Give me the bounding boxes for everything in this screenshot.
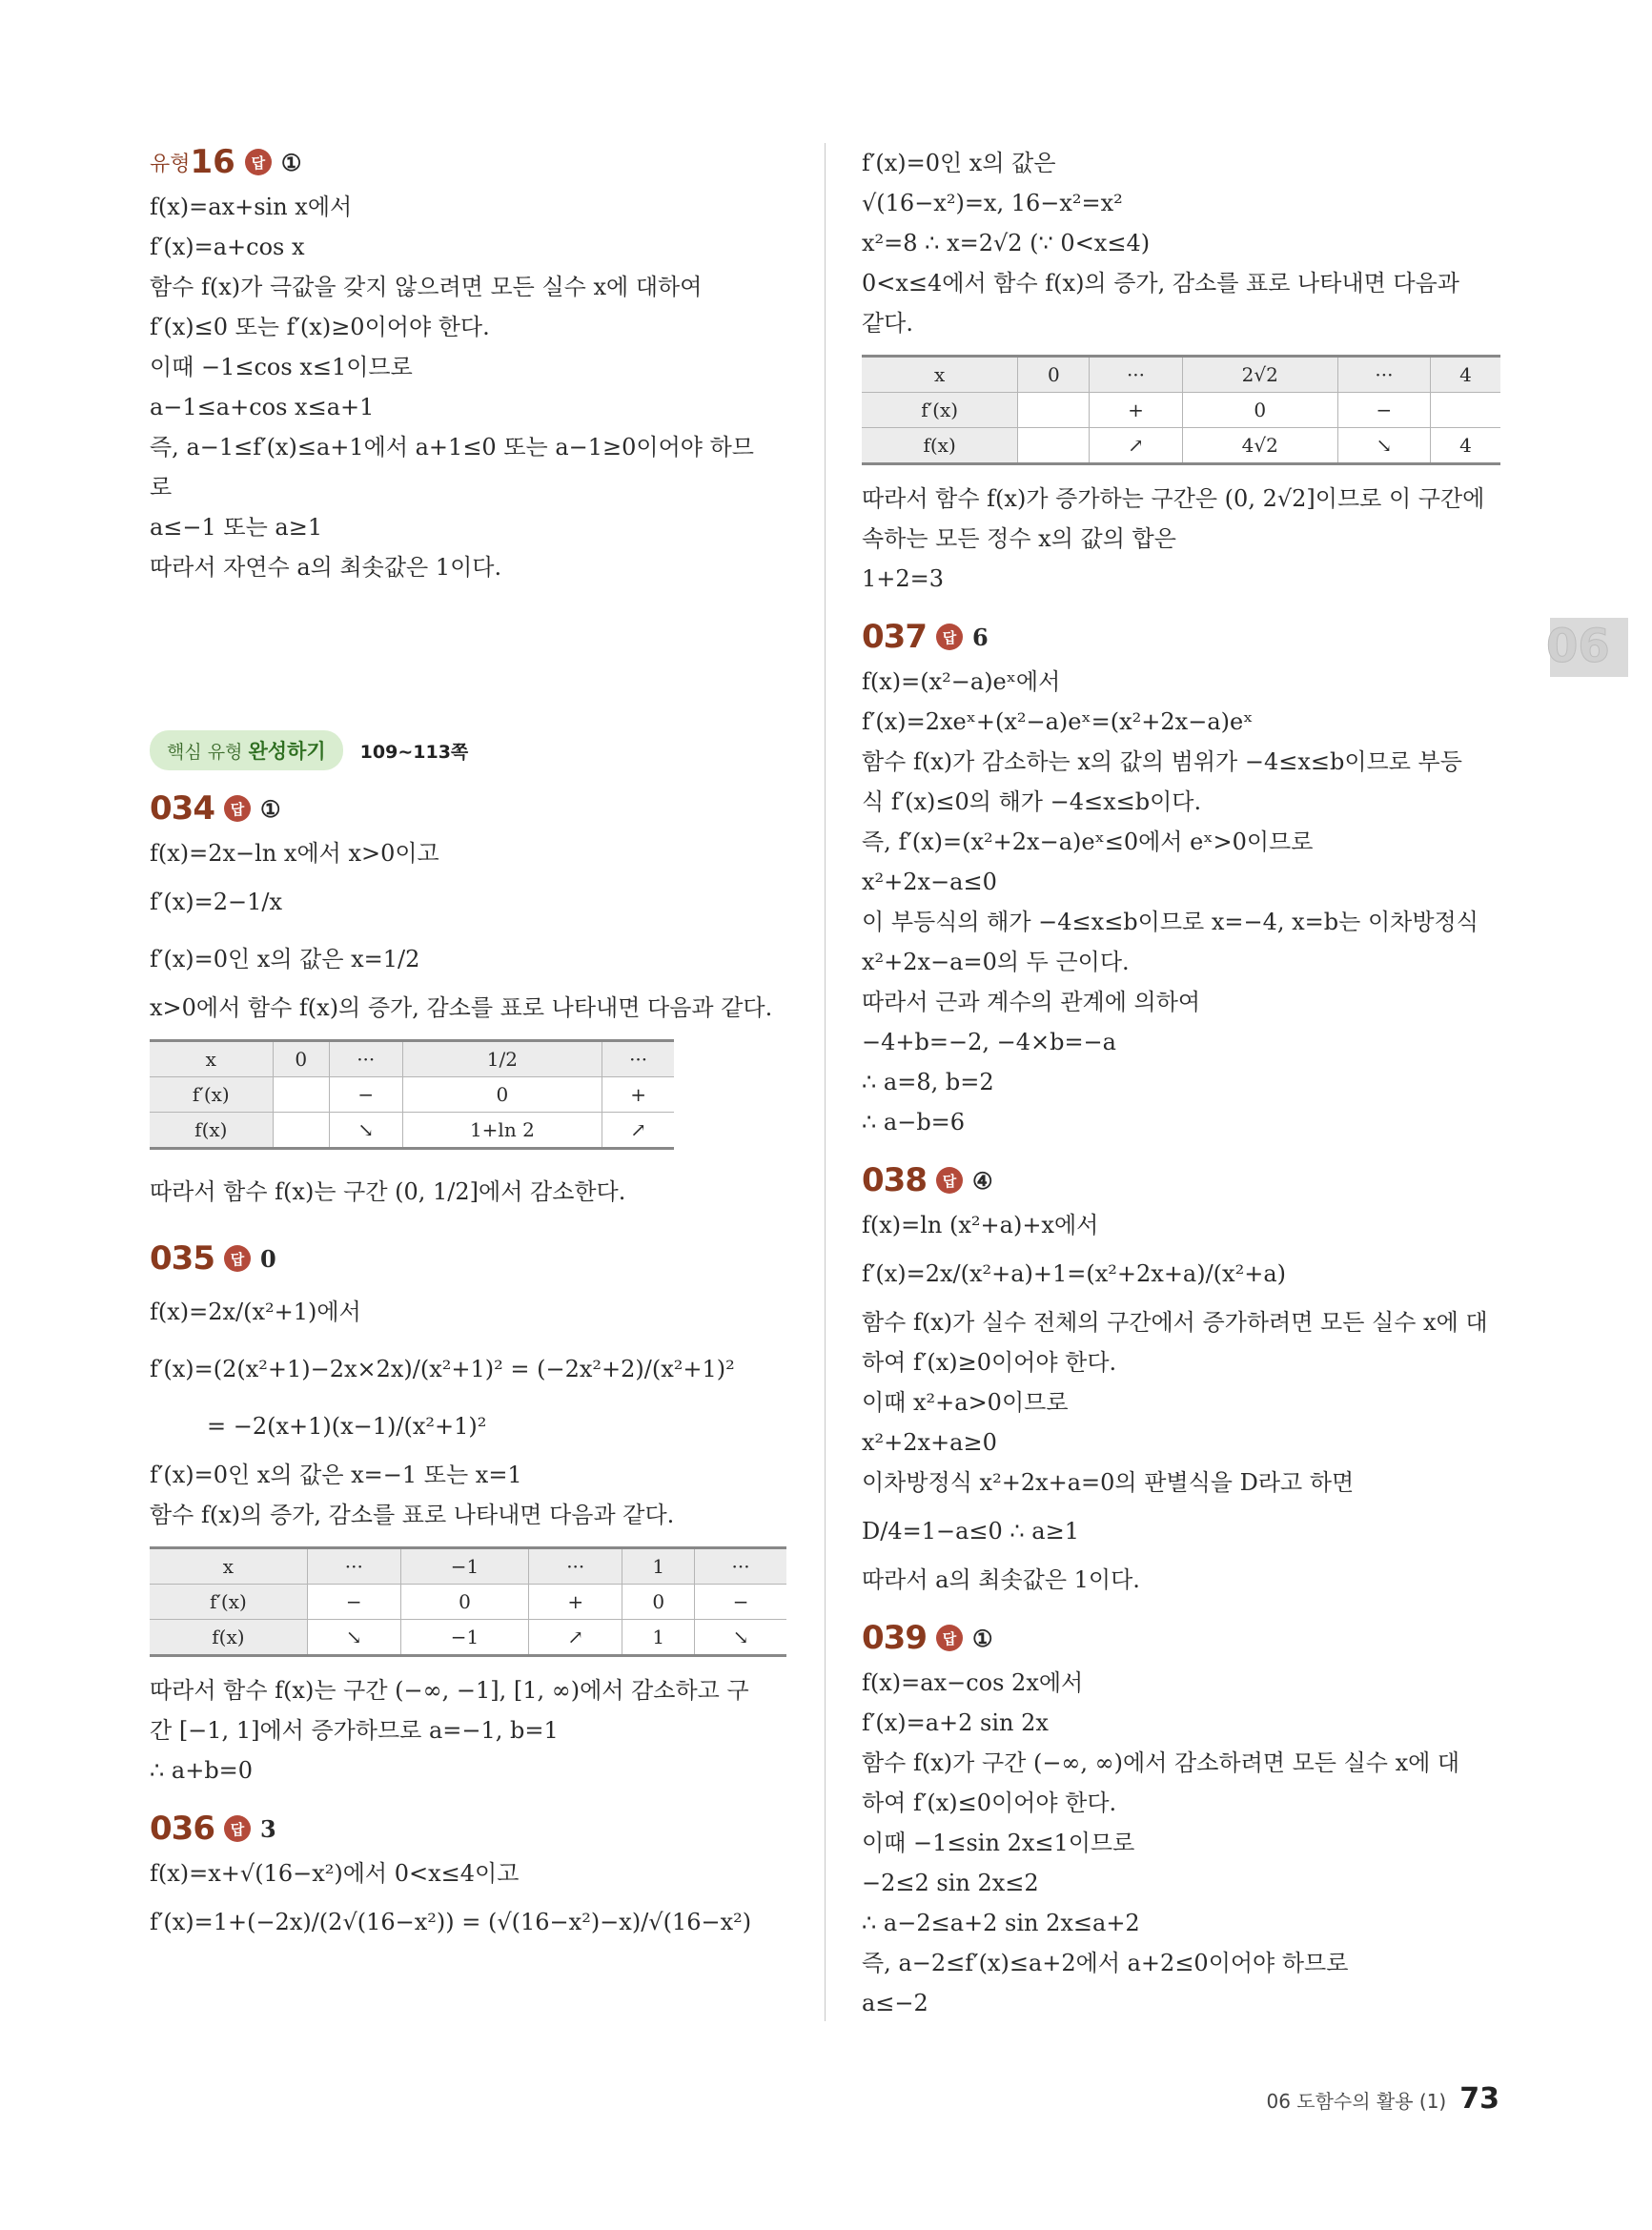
table-cell: 1/2 [402,1041,602,1077]
solution-line: f(x)=2x−ln x에서 x>0이고 [150,840,439,867]
answer-value: ① [971,1624,993,1652]
table-cell: − [695,1585,786,1620]
solution-line: 따라서 a의 최솟값은 1이다. [862,1566,1140,1593]
solution-line: a≤−2 [862,1990,928,2016]
solution-line: 하여 f′(x)≤0이어야 한다. [862,1790,1117,1816]
table-cell: ↘ [1337,428,1430,464]
solution-line: f′(x)=0인 x의 값은 [862,150,1056,176]
footer-chapter-title: 06 도함수의 활용 (1) [1266,2090,1447,2113]
table-cell: − [329,1077,402,1113]
row-header-cell: f(x) [150,1620,307,1656]
problem-number: 035 [150,1239,214,1278]
solution-line: −2≤2 sin 2x≤2 [862,1870,1039,1896]
solution-line: x²+2x−a=0의 두 근이다. [862,949,1130,975]
solution-line: a≤−1 또는 a≥1 [150,514,323,541]
solution-line: 이차방정식 x²+2x+a=0의 판별식을 D라고 하면 [862,1469,1355,1496]
solution-line: f′(x)=2−1/x [150,889,282,915]
solution-line: a−1≤a+cos x≤a+1 [150,394,375,420]
solution-line: 함수 f(x)가 실수 전체의 구간에서 증가하려면 모든 실수 x에 대 [862,1309,1488,1336]
row-header-cell: x [150,1548,307,1585]
variation-table-036 [862,355,1500,465]
solution-line: 함수 f(x)가 극값을 갖지 않으려면 모든 실수 x에 대하여 [150,274,703,300]
solution-line: 식 f′(x)≤0의 해가 −4≤x≤b이다. [862,788,1202,815]
type-label: 유형 [150,152,191,176]
row-header-cell: f′(x) [150,1077,273,1113]
solution-line: f(x)=(x²−a)eˣ에서 [862,668,1061,695]
table-row [150,1077,674,1113]
solution-line: f′(x)≤0 또는 f′(x)≥0이어야 한다. [150,314,490,340]
solution-line: 속하는 모든 정수 x의 값의 합은 [862,525,1176,552]
type16-solution [150,187,788,587]
right-column [862,143,1502,2023]
solution-line: 즉, a−2≤f′(x)≤a+2에서 a+2≤0이어야 하므로 [862,1950,1349,1976]
table-row [150,1548,786,1585]
table-cell: ↗ [1090,428,1182,464]
problem-number: 037 [862,618,927,656]
solution-line: 따라서 자연수 a의 최솟값은 1이다. [150,554,502,581]
table-row [150,1585,786,1620]
problem-038-header [862,1161,1502,1199]
page-number: 73 [1459,2082,1499,2116]
table-row [862,393,1500,428]
solution-line: f′(x)=0인 x의 값은 x=−1 또는 x=1 [150,1462,522,1488]
answer-mark-icon: 답 [936,1167,963,1194]
solution-line: 함수 f(x)가 구간 (−∞, ∞)에서 감소하려면 모든 실수 x에 대 [862,1749,1460,1776]
problem-034-header [150,789,788,828]
table-cell: + [529,1585,622,1620]
solution-line: f(x)=x+√(16−x²)에서 0<x≤4이고 [150,1860,520,1887]
answer-mark-icon: 답 [224,1245,251,1272]
table-cell: + [1090,393,1182,428]
solution-line: 이때 −1≤sin 2x≤1이므로 [862,1830,1135,1856]
solution-line: 즉, f′(x)=(x²+2x−a)eˣ≤0에서 eˣ>0이므로 [862,829,1314,855]
solution-line: ∴ a=8, b=2 [862,1069,994,1095]
solution-line: = −2(x+1)(x−1)/(x²+1)² [207,1413,487,1440]
problem-035-header [150,1239,788,1278]
answer-mark-icon: 답 [224,795,251,822]
solution-line: 하여 f′(x)≥0이어야 한다. [862,1349,1117,1376]
left-column [150,143,788,1951]
row-header-cell: f(x) [150,1113,273,1149]
solution-line: 즉, a−1≤f′(x)≤a+1에서 a+1≤0 또는 a−1≥0이어야 하므 [150,434,754,460]
section-pill [150,730,343,770]
answer-mark-icon: 답 [245,149,272,175]
solution-line: f(x)=ln (x²+a)+x에서 [862,1212,1099,1238]
table-cell: 2√2 [1182,357,1337,393]
table-cell: ··· [1090,357,1182,393]
answer-value: 3 [259,1814,276,1843]
answer-value: 6 [971,623,989,651]
table-cell [273,1113,329,1149]
solution-line: x²+2x−a≤0 [862,869,997,895]
column-divider [825,143,826,2021]
chapter-side-tab [1546,618,1628,677]
solution-line: x>0에서 함수 f(x)의 증가, 감소를 표로 나타내면 다음과 같다. [150,994,773,1021]
table-cell: 0 [273,1041,329,1077]
solution-line: 따라서 함수 f(x)가 증가하는 구간은 (0, 2√2]이므로 이 구간에 [862,485,1485,512]
solution-line: 따라서 함수 f(x)는 구간 (0, 1/2]에서 감소한다. [150,1178,626,1205]
table-cell: 0 [402,1077,602,1113]
solution-line: f′(x)=2xeˣ+(x²−a)eˣ=(x²+2x−a)eˣ [862,708,1254,735]
table-cell: ↗ [602,1113,674,1149]
solution-line: ∴ a−b=6 [862,1109,966,1135]
table-row [150,1041,674,1077]
solution-line: f′(x)=a+2 sin 2x [862,1709,1049,1736]
solution-line: −4+b=−2, −4×b=−a [862,1029,1116,1055]
problem-number: 036 [150,1810,214,1848]
table-cell: + [602,1077,674,1113]
solution-line: D/4=1−a≤0 ∴ a≥1 [862,1518,1079,1545]
table-cell: ··· [529,1548,622,1585]
solution-line: 간 [−1, 1]에서 증가하므로 a=−1, b=1 [150,1717,559,1744]
solution-line: ∴ a−2≤a+2 sin 2x≤a+2 [862,1910,1140,1936]
solution-line: f′(x)=(2(x²+1)−2x×2x)/(x²+1)² = (−2x²+2)/(x²+1)² [150,1356,735,1382]
table-cell: 0 [1018,357,1090,393]
solution-line: x²+2x+a≥0 [862,1429,997,1456]
solution-line: ∴ a+b=0 [150,1757,254,1784]
answer-value: ④ [971,1166,993,1195]
table-cell: ↘ [695,1620,786,1656]
table-cell: 4 [1431,428,1501,464]
solution-line: f(x)=2x/(x²+1)에서 [150,1299,361,1325]
solution-line: 1+2=3 [862,565,945,592]
table-cell [273,1077,329,1113]
solution-line: f′(x)=2x/(x²+a)+1=(x²+2x+a)/(x²+a) [862,1260,1286,1287]
table-row [150,1620,786,1656]
table-cell: 1 [622,1548,695,1585]
table-row [862,357,1500,393]
answer-mark-icon: 답 [936,624,963,650]
solution-line: 이 부등식의 해가 −4≤x≤b이므로 x=−4, x=b는 이차방정식 [862,909,1479,935]
answer-value: ① [259,794,281,823]
problem-039-header [862,1619,1502,1657]
table-row [150,1113,674,1149]
table-cell: ↘ [307,1620,400,1656]
answer-value: ① [280,148,302,176]
section-pill-prefix: 핵심 유형 [167,742,243,763]
table-cell: 4√2 [1182,428,1337,464]
solution-line: f′(x)=a+cos x [150,234,305,260]
page-footer [1266,2082,1499,2116]
table-cell: − [1337,393,1430,428]
solution-line: √(16−x²)=x, 16−x²=x² [862,190,1123,216]
solution-line: 따라서 근과 계수의 관계에 의하여 [862,989,1201,1015]
table-cell: 4 [1431,357,1501,393]
problem-number: 039 [862,1619,927,1657]
table-cell: ··· [307,1548,400,1585]
table-cell: 0 [622,1585,695,1620]
solution-line: f′(x)=1+(−2x)/(2√(16−x²)) = (√(16−x²)−x)/√(16−x²) [150,1909,752,1935]
table-cell [1018,428,1090,464]
solution-line: f′(x)=0인 x의 값은 x=1/2 [150,946,420,972]
variation-table-035 [150,1546,786,1657]
table-cell: ··· [1337,357,1430,393]
type16-header [150,143,788,181]
table-cell: −1 [400,1548,528,1585]
solution-line: 로 [150,474,173,501]
solution-line: 함수 f(x)의 증가, 감소를 표로 나타내면 다음과 같다. [150,1502,675,1528]
table-cell [1431,393,1501,428]
solution-line: 같다. [862,310,913,337]
table-cell: ↗ [529,1620,622,1656]
table-cell: ··· [329,1041,402,1077]
section-pill-title: 완성하기 [248,740,326,763]
table-cell: ↘ [329,1113,402,1149]
solution-line: 0<x≤4에서 함수 f(x)의 증가, 감소를 표로 나타내면 다음과 [862,270,1459,297]
problem-number: 034 [150,789,214,828]
answer-mark-icon: 답 [936,1625,963,1651]
section-page-range: 109∼113쪽 [359,741,469,763]
chapter-side-tab-number: 06 [1546,620,1610,673]
answer-value: 0 [259,1244,276,1273]
table-cell: − [307,1585,400,1620]
table-row [862,428,1500,464]
table-cell: 0 [1182,393,1337,428]
solution-line: 따라서 함수 f(x)는 구간 (−∞, −1], [1, ∞)에서 감소하고 구 [150,1677,749,1704]
solution-line: 함수 f(x)가 감소하는 x의 값의 범위가 −4≤x≤b이므로 부등 [862,748,1462,775]
solution-line: 이때 x²+a>0이므로 [862,1389,1069,1416]
solution-line: f(x)=ax+sin x에서 [150,194,353,220]
problem-number: 038 [862,1161,927,1199]
answer-mark-icon: 답 [224,1815,251,1842]
type-number: 16 [190,143,235,181]
table-cell: 0 [400,1585,528,1620]
row-header-cell: f(x) [862,428,1018,464]
problem-036-header [150,1810,788,1848]
table-cell: ··· [602,1041,674,1077]
section-header [150,730,788,770]
row-header-cell: f′(x) [150,1585,307,1620]
table-cell: 1+ln 2 [402,1113,602,1149]
row-header-cell: f′(x) [862,393,1018,428]
solution-line: f(x)=ax−cos 2x에서 [862,1669,1084,1696]
table-cell [1018,393,1090,428]
table-cell: 1 [622,1620,695,1656]
solution-line: 이때 −1≤cos x≤1이므로 [150,354,413,380]
solution-line: x²=8 ∴ x=2√2 (∵ 0<x≤4) [862,230,1151,256]
row-header-cell: x [862,357,1018,393]
variation-table-034 [150,1039,674,1150]
table-cell: ··· [695,1548,786,1585]
table-cell: −1 [400,1620,528,1656]
row-header-cell: x [150,1041,273,1077]
problem-037-header [862,618,1502,656]
